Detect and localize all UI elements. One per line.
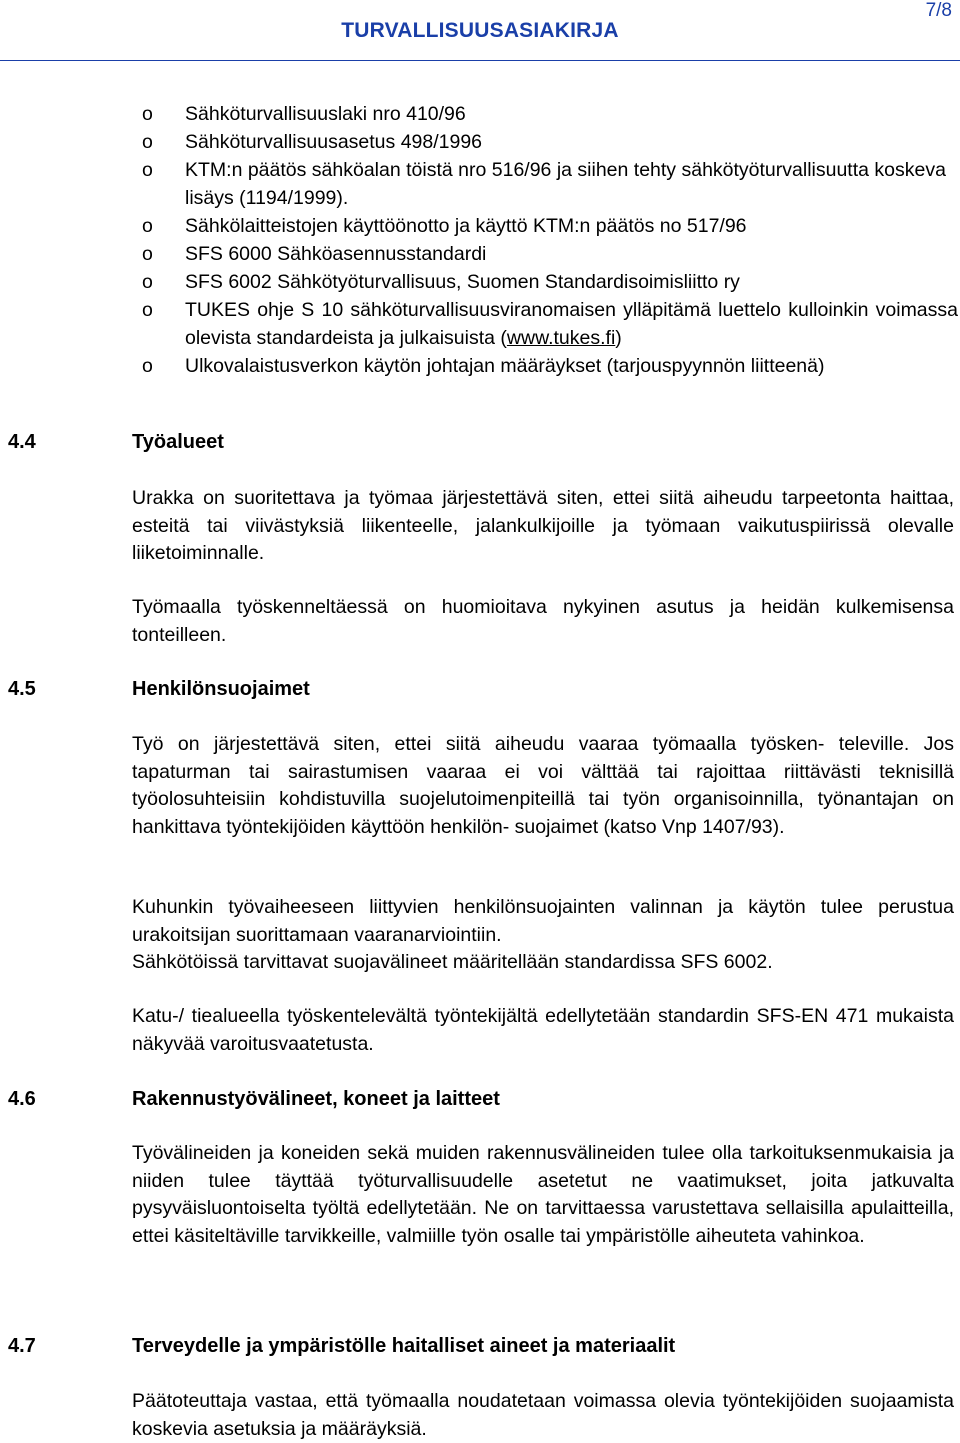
list-item [128, 296, 958, 352]
list-item [128, 352, 958, 380]
list-item-text: Sähkölaitteistojen käyttöönotto ja käyttö KTM:n päätös no 517/96 [185, 215, 747, 237]
section-paragraph: Päätoteuttaja vastaa, että työmaalla noudatetaan voimassa olevia työntekijöiden suojaamista koskevia asetuksia ja määräyksiä. [132, 1390, 954, 1440]
section-title: Rakennustyövälineet, koneet ja laitteet [132, 1088, 500, 1110]
section-title: Terveydelle ja ympäristölle haitalliset aineet ja materiaalit [132, 1335, 676, 1357]
list-item [128, 268, 958, 296]
section-number: 4.7 [8, 1335, 36, 1357]
list-item [128, 100, 958, 128]
section-number: 4.4 [8, 431, 36, 453]
bullet-marker: o [142, 271, 153, 293]
bullet-marker: o [142, 215, 153, 237]
reference-list [128, 100, 958, 380]
list-item [128, 128, 958, 156]
document-title: TURVALLISUUSASIAKIRJA [341, 19, 619, 42]
section-number: 4.5 [8, 678, 36, 700]
section-paragraph: Työ on järjestettävä siten, ettei siitä aiheudu vaaraa työmaalla työsken- televille. Jos tapaturman tai sairastumisen vaaraa ei voi välttää tai rajoittaa riittävästi teknisillä työolosuhteisiin kohdistuvilla suojelutoimenpiteillä tai työn organisoinnilla, työnantajan on hankittava työntekijöiden käyttöön henkilön- suojaimet (katso Vnp 1407/93). [132, 733, 954, 838]
list-item-text: Ulkovalaistusverkon käytön johtajan määräykset (tarjouspyynnön liitteenä) [185, 355, 825, 377]
page-number: 7/8 [925, 0, 952, 21]
bullet-marker: o [142, 103, 153, 125]
section-title: Työalueet [132, 431, 224, 453]
bullet-marker: o [142, 159, 153, 181]
tukes-link[interactable]: www.tukes.fi [506, 327, 616, 349]
section-paragraph: Työmaalla työskenneltäessä on huomioitava nykyinen asutus ja heidän kulkemisensa tonteilleen. [132, 596, 954, 646]
list-item-text: SFS 6002 Sähkötyöturvallisuus, Suomen Standardisoimisliitto ry [185, 271, 740, 293]
list-item [128, 212, 958, 240]
bullet-marker: o [142, 299, 153, 321]
list-item-text: Sähköturvallisuusasetus 498/1996 [185, 131, 483, 153]
list-item-text: KTM:n päätös sähköalan töistä nro 516/96 ja siihen tehty sähkötyöturvallisuutta koskeva lisäys (1194/1999). [185, 159, 946, 209]
section-title: Henkilönsuojaimet [132, 678, 310, 700]
section-paragraph: Kuhunkin työvaiheeseen liittyvien henkilönsuojainten valinnan ja käytön tulee perustua urakoitsijan suorittamaan vaaranarviointiin. [132, 896, 954, 946]
section-paragraph: Urakka on suoritettava ja työmaa järjestettävä siten, ettei siitä aiheudu tarpeetonta haittaa, esteitä tai viivästyksiä liikenteelle, jalankulkijoille ja työmaan vaikutuspiirissä olevalle liiketoiminnalle. [132, 487, 954, 564]
section-paragraph: Työvälineiden ja koneiden sekä muiden rakennusvälineiden tulee olla tarkoituksenmukaisia ja niiden tulee täyttää työturvallisuudelle asetetut ne vaatimukset, joita jatkuvalta pysyväisluontoiselta työltä edellytetään. Ne on tarvittaessa varustettava sellaisilla apulaitteilla, ettei käsiteltäville tarvikkeille, valmiille työn osalle tai ympäristölle aiheuteta vahinkoa. [132, 1142, 954, 1247]
list-item-text-end: ) [615, 327, 622, 349]
list-item-text: Sähköturvallisuuslaki nro 410/96 [185, 103, 466, 125]
bullet-marker: o [142, 131, 153, 153]
bullet-marker: o [142, 355, 153, 377]
list-item-text-start: TUKES ohje S 10 sähköturvallisuusviranomaisen ylläpitämä luettelo kulloinkin voimassa olevista standardeista ja julkaisuista ( [185, 299, 958, 349]
section-number: 4.6 [8, 1088, 36, 1110]
list-item [128, 240, 958, 268]
list-item [128, 156, 958, 212]
section-paragraph: Katu-/ tiealueella työskentelevältä työntekijältä edellytetään standardin SFS-EN 471 mukaista näkyvää varoitusvaatetusta. [132, 1005, 954, 1055]
header-divider [0, 60, 960, 61]
list-item-text: SFS 6000 Sähköasennusstandardi [185, 243, 487, 265]
section-paragraph: Sähkötöissä tarvittavat suojavälineet määritellään standardissa SFS 6002. [132, 951, 773, 973]
bullet-marker: o [142, 243, 153, 265]
list-item-text [185, 296, 958, 352]
